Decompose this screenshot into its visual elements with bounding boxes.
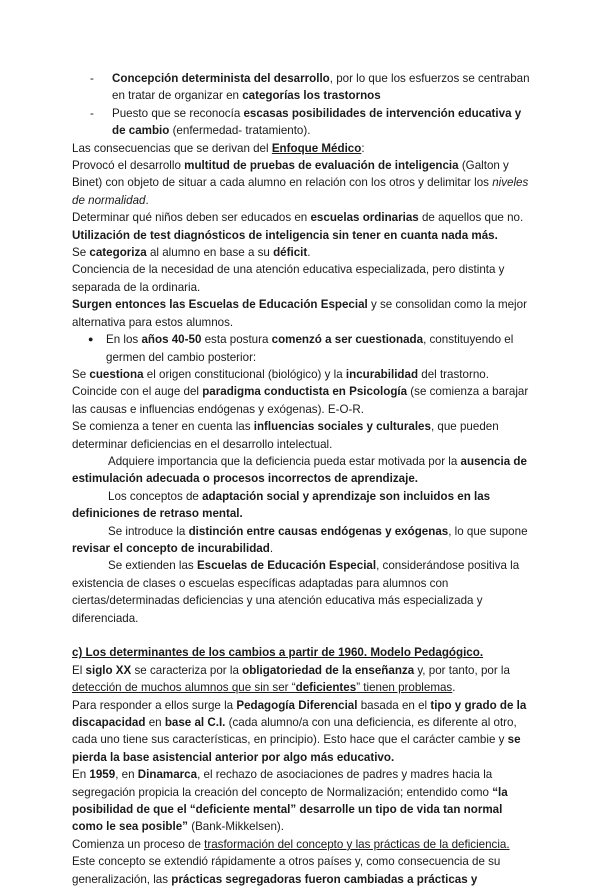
text: , lo que supone: [448, 524, 528, 538]
paragraph: [72, 383, 534, 418]
paragraph: [72, 557, 534, 627]
text-underline: trasformación del concepto y las prácticas de la deficiencia.: [204, 837, 510, 851]
text: el origen constitucional (biológico) y la: [143, 367, 346, 381]
paragraph: [72, 140, 534, 157]
text-bold: años 40-50: [141, 333, 202, 347]
list-item-text: [112, 105, 534, 140]
text-bold: distinción entre causas endógenas y exógenas: [188, 524, 449, 538]
paragraph: [72, 836, 534, 853]
text-bold: 1959: [89, 768, 116, 782]
text-bold: prácticas segregadoras fueron cambiadas a prácticas y: [171, 872, 478, 886]
text-italic: niveles de normalidad: [72, 176, 529, 207]
text-underline: ” tienen problemas: [356, 681, 453, 695]
text-bold: cuestiona: [89, 367, 144, 381]
text: Se extienden las: [108, 559, 197, 573]
document-body: [72, 70, 534, 888]
text-bold: Surgen entonces las Escuelas de Educación Especial: [72, 298, 368, 312]
text: :: [361, 141, 365, 155]
text-bold: Pedagogía Diferencial: [236, 698, 358, 712]
paragraph: [72, 853, 534, 888]
section-heading: [72, 644, 534, 661]
bullet-dot: ●: [88, 334, 94, 345]
bullet-dash: -: [90, 72, 94, 85]
text-bold-underline: deficientes: [295, 681, 357, 695]
text: Puesto que se reconocía: [112, 106, 244, 120]
text: Se: [72, 246, 90, 260]
paragraph: [72, 366, 534, 383]
text: al alumno en base a su: [146, 246, 274, 260]
text-bold: escuelas ordinarias: [310, 211, 419, 225]
text: Conciencia de la necesidad de una atención educativa especializada, pero distinta y separada de la ordinaria.: [72, 263, 505, 294]
paragraph: [72, 488, 534, 523]
text-bold-underline: Enfoque Médico: [271, 141, 362, 155]
paragraph: [72, 662, 534, 697]
text-bold: Concepción determinista del desarrollo: [112, 72, 330, 85]
text: Comienza un proceso de: [72, 837, 205, 851]
text-bold: Utilización de test diagnósticos de inteligencia sin tener en cuanta nada más.: [72, 228, 498, 242]
text-bold: tipo y grado de la discapacidad: [72, 698, 527, 730]
paragraph: [72, 296, 534, 331]
text: (enfermedad- tratamiento).: [169, 124, 311, 138]
text: , en: [115, 768, 138, 782]
text-bold: paradigma conductista en Psicología: [202, 385, 408, 399]
text-bold: escasas posibilidades de intervención educativa y de cambio: [112, 106, 522, 138]
text: .: [452, 681, 456, 695]
text: en: [145, 716, 165, 730]
list-item: [72, 105, 534, 140]
text: Para responder a ellos surge la: [72, 698, 237, 712]
text: se caracteriza por la: [131, 663, 243, 677]
bullet-dash: -: [90, 106, 94, 120]
list-item-text: [106, 331, 534, 366]
text-bold: influencias sociales y culturales: [253, 420, 431, 434]
text: Las consecuencias que se derivan del: [72, 141, 272, 155]
paragraph: [72, 697, 534, 767]
text: Coincide con el auge del: [72, 385, 203, 399]
text: Adquiere importancia que la deficiencia pueda estar motivada por la: [108, 454, 461, 468]
text: (se comienza a barajar las causas e influencias endógenas y exógenas). E-O-R.: [72, 385, 529, 416]
list-item-text: [112, 70, 534, 105]
text: basada en el: [357, 698, 431, 712]
text-bold: multitud de pruebas de evaluación de inteligencia: [184, 159, 459, 173]
text-bold: categoriza: [89, 246, 147, 260]
text-bold: déficit: [273, 246, 308, 260]
text: y se consolidan como la mejor alternativa para estos alumnos.: [72, 298, 527, 329]
text: El: [72, 663, 86, 677]
list-item: [72, 70, 534, 105]
text: , por lo que los esfuerzos se centraban en tratar de organizar en: [112, 72, 530, 103]
text: Provocó el desarrollo: [72, 159, 185, 173]
text: esta postura: [201, 333, 272, 347]
text-bold: Dinamarca: [137, 768, 198, 782]
text: .: [145, 193, 149, 207]
text: Este concepto se extendió rápidamente a otros países y, como consecuencia de su generalización, las: [72, 855, 501, 886]
text-bold: incurabilidad: [345, 367, 419, 381]
text-bold: siglo XX: [85, 663, 132, 677]
paragraph: [72, 244, 534, 261]
text-bold: “la posibilidad de que el “deficiente mental” desarrolle un tipo de vida tan normal como le sea posible”: [72, 785, 508, 834]
text-bold: categorías los trastornos: [242, 89, 381, 103]
text-underline: detección de muchos alumnos que sin ser “: [72, 681, 296, 695]
text: En: [72, 768, 90, 782]
paragraph: [72, 157, 534, 209]
text: , considerándose positiva la existencia de clases o escuelas específicas adaptadas para alumnos con ciertas/determinadas deficiencias y una atención educativa más especializada y diferenciada.: [72, 559, 520, 625]
text: En los: [106, 333, 142, 347]
text: (cada alumno/a con una deficiencia, es diferente al otro, cada uno tiene sus características, en principio). Esto hace que el carácter cambie y: [72, 716, 517, 747]
text: Se comienza a tener en cuenta las: [72, 420, 254, 434]
spacer: [72, 627, 534, 644]
text: , que pueden determinar deficiencias en el desarrollo intelectual.: [72, 420, 499, 451]
text: de aquellos que no.: [418, 211, 524, 225]
paragraph: [72, 523, 534, 558]
text: Determinar qué niños deben ser educados en: [72, 211, 311, 225]
text: , constituyendo el germen del cambio posterior:: [106, 333, 514, 364]
text-bold: ausencia de estimulación adecuada o procesos incorrectos de aprendizaje.: [72, 454, 527, 486]
text: .: [307, 246, 311, 260]
text-bold: se pierda la base asistencial anterior por algo más educativo.: [72, 733, 521, 764]
paragraph: [72, 453, 534, 488]
text: , el rechazo de asociaciones de padres y madres hacia la segregación propicia la creación del concepto de Normalización; entendido como: [72, 768, 493, 799]
text: del trastorno.: [418, 367, 489, 381]
text: (Bank-Mikkelsen).: [187, 820, 284, 834]
text-bold: obligatoriedad de la enseñanza: [242, 663, 415, 677]
text-bold: Escuelas de Educación Especial: [196, 559, 377, 573]
list-item: [72, 331, 534, 366]
paragraph: [72, 261, 534, 296]
text-bold: base al C.I.: [164, 716, 226, 730]
text: (Galton y Binet) con objeto de situar a cada alumno en relación con los otros y delimitar los: [72, 159, 509, 190]
paragraph: [72, 766, 534, 836]
text-bold: comenzó a ser cuestionada: [271, 333, 424, 347]
paragraph: [72, 209, 534, 244]
text: Se introduce la: [108, 524, 189, 538]
text: y, por tanto, por la: [414, 663, 510, 677]
text: Los conceptos de: [108, 489, 203, 503]
heading-text: c) Los determinantes de los cambios a partir de 1960. Modelo Pedagógico.: [72, 646, 484, 660]
text-bold: revisar el concepto de incurabilidad: [72, 541, 270, 555]
text: Se: [72, 367, 90, 381]
text-bold: adaptación social y aprendizaje son incluidos en las definiciones de retraso mental.: [72, 489, 491, 521]
text: .: [269, 541, 274, 555]
paragraph: [72, 418, 534, 453]
